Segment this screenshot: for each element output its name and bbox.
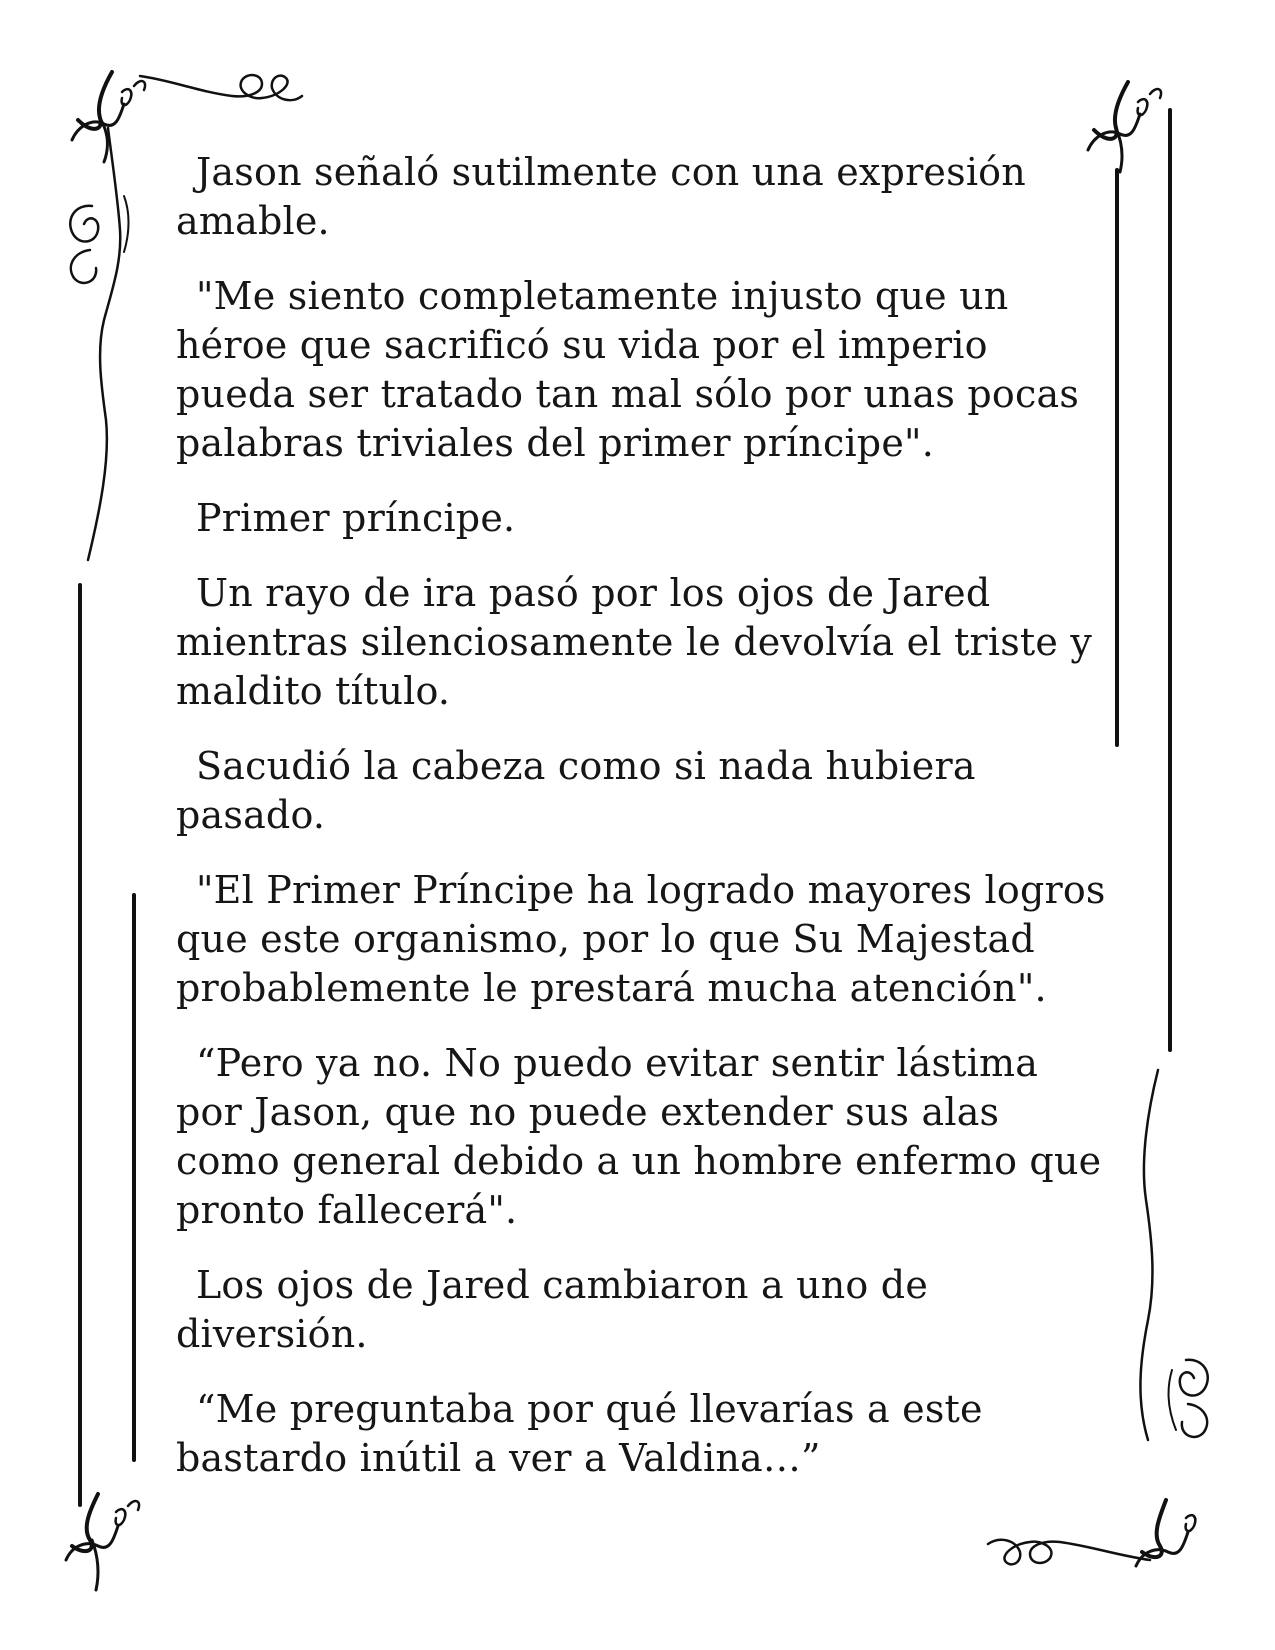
paragraph: Un rayo de ira pasó por los ojos de Jared mientras silenciosamente le devolvía el triste y maldito título. [176, 571, 1092, 713]
paragraph: Los ojos de Jared cambiaron a uno de diversión. [176, 1263, 929, 1356]
paragraph: Primer príncipe. [196, 496, 516, 540]
paragraph: "El Primer Príncipe ha logrado mayores logros que este organismo, por lo que Su Majestad probablemente le prestará mucha atención". [176, 868, 1106, 1010]
paragraph: "Me siento completamente injusto que un héroe que sacrificó su vida por el imperio pueda ser tratado tan mal sólo por unas pocas palabras triviales del primer príncipe". [176, 274, 1080, 465]
bottom-left-flourish [66, 1494, 139, 1590]
paragraph: Sacudió la cabeza como si nada hubiera pasado. [176, 744, 976, 837]
paragraph: “Me preguntaba por qué llevarías a este bastardo inútil a ver a Valdina…” [176, 1387, 983, 1480]
story-text [176, 148, 1106, 1509]
paragraph: Jason señaló sutilmente con una expresión amable. [176, 150, 1026, 243]
paragraph: “Pero ya no. No puedo evitar sentir lástima por Jason, que no puede extender sus alas como general debido a un hombre enfermo que pronto fallecerá". [176, 1041, 1102, 1232]
